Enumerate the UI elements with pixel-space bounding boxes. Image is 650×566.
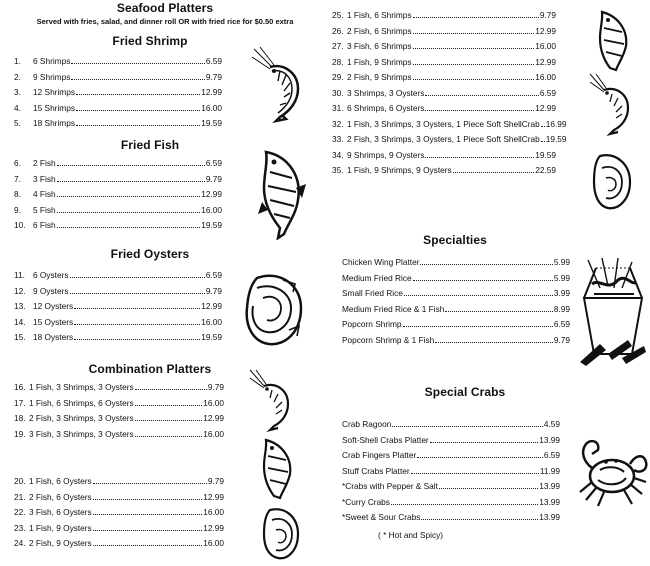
item-name: Crab Fingers Platter — [342, 450, 417, 460]
fried-shrimp-title: Fried Shrimp — [112, 34, 188, 48]
dot-leader — [135, 436, 203, 437]
takeout-box-icon — [578, 258, 648, 366]
dot-leader — [403, 326, 553, 327]
item-price: 19.59 — [201, 332, 222, 342]
shrimp-icon — [588, 72, 638, 138]
dot-leader — [93, 545, 203, 546]
seafood-platters-subtitle: Served with fries, salad, and dinner roll OR with fried rice for $0.50 extra — [36, 17, 294, 26]
item-number: 8. — [14, 189, 21, 199]
item-number: 34. — [332, 149, 344, 160]
menu-item — [14, 491, 224, 502]
item-number: 15. — [14, 332, 26, 342]
item-price: 9.79 — [539, 10, 556, 20]
dot-leader — [71, 79, 204, 80]
menu-item — [342, 334, 570, 345]
item-price: 13.99 — [539, 434, 560, 445]
item-name: 3 Fish, 6 Oysters — [29, 507, 92, 517]
menu-item — [342, 449, 560, 460]
item-price: 9.79 — [205, 71, 222, 82]
item-number: 27. — [332, 41, 344, 51]
crab-icon — [574, 434, 648, 508]
item-name: 6 Oysters — [33, 270, 69, 280]
item-number: 33. — [332, 134, 344, 144]
menu-item — [14, 331, 222, 342]
special-crabs-title: Special Crabs — [424, 385, 506, 399]
item-name: 2 Fish, 3 Shrimps, 3 Oysters — [29, 413, 134, 423]
item-price: 19.59 — [535, 149, 556, 160]
item-price: 19.59 — [545, 134, 567, 144]
menu-item — [14, 285, 222, 296]
item-name: 2 Fish, 6 Oysters — [29, 491, 92, 502]
dot-leader — [70, 293, 205, 294]
menu-item — [332, 40, 556, 51]
menu-item — [342, 303, 570, 314]
item-name: Chicken Wing Platter — [342, 257, 420, 267]
item-price: 16.00 — [203, 538, 224, 548]
menu-item — [332, 87, 556, 98]
item-name: Stuff Crabs Platter — [342, 465, 410, 476]
item-name: Popcorn Shrimp & 1 Fish — [342, 334, 435, 345]
menu-item — [14, 102, 222, 113]
item-number: 2. — [14, 71, 21, 82]
item-number: 22. — [14, 507, 26, 517]
dot-leader — [453, 172, 535, 173]
dot-leader — [425, 95, 538, 96]
item-number: 31. — [332, 103, 344, 113]
item-price: 9.79 — [207, 382, 224, 392]
dot-leader — [76, 125, 200, 126]
dot-leader — [404, 295, 553, 296]
menu-item — [342, 496, 560, 507]
item-number: 28. — [332, 56, 344, 67]
item-price: 12.99 — [203, 522, 224, 533]
dot-leader — [135, 389, 207, 390]
item-name: 2 Fish, 3 Shrimps, 3 Oysters, 1 Piece Soft ShellCrab — [347, 134, 540, 144]
item-name: 6 Fish — [33, 220, 56, 230]
dot-leader — [413, 64, 535, 65]
item-name: 9 Shrimps — [33, 71, 71, 82]
dot-leader — [74, 324, 200, 325]
item-name: Crab Ragoon — [342, 419, 392, 429]
item-name: 4 Fish — [33, 189, 56, 199]
item-number: 12. — [14, 285, 26, 296]
menu-item — [342, 287, 570, 298]
dot-leader — [413, 33, 535, 34]
dot-leader — [70, 277, 205, 278]
dot-leader — [74, 339, 200, 340]
item-name: 18 Oysters — [33, 332, 74, 342]
item-name: Popcorn Shrimp — [342, 319, 402, 329]
item-name: 1 Fish, 9 Shrimps, 9 Oysters — [347, 165, 452, 175]
item-name: 3 Fish, 6 Shrimps — [347, 41, 412, 51]
item-price: 16.00 — [201, 204, 222, 215]
dot-leader — [392, 426, 542, 427]
item-number: 20. — [14, 476, 26, 486]
item-number: 1. — [14, 56, 21, 66]
menu-item — [14, 316, 222, 327]
item-number: 10. — [14, 220, 26, 230]
item-name: 9 Oysters — [33, 285, 69, 296]
item-price: 22.59 — [535, 165, 556, 175]
dot-leader — [445, 311, 552, 312]
dot-leader — [425, 157, 534, 158]
fried-oysters-title: Fried Oysters — [110, 247, 190, 261]
item-price: 6.59 — [539, 87, 556, 98]
item-number: 16. — [14, 382, 26, 392]
item-number: 29. — [332, 72, 344, 82]
menu-item — [14, 55, 222, 66]
menu-item — [342, 480, 560, 491]
item-price: 13.99 — [539, 496, 560, 507]
menu-item — [332, 71, 556, 82]
item-name: *Crabs with Pepper & Salt — [342, 481, 438, 491]
item-name: 1 Fish, 6 Oysters — [29, 476, 92, 486]
item-name: 15 Oysters — [33, 316, 74, 327]
item-name: 12 Shrimps — [33, 87, 75, 97]
item-name: 2 Fish, 6 Shrimps — [347, 25, 412, 36]
item-name: 3 Fish — [33, 173, 56, 184]
dot-leader — [439, 488, 538, 489]
item-name: *Sweet & Sour Crabs — [342, 512, 421, 522]
menu-item — [14, 157, 222, 168]
oyster-icon — [262, 506, 300, 562]
item-price: 12.99 — [203, 413, 224, 423]
fried-fish-title: Fried Fish — [120, 138, 180, 152]
item-price: 12.99 — [201, 189, 222, 199]
menu-item — [342, 465, 560, 476]
item-name: 1 Fish, 9 Oysters — [29, 522, 92, 533]
dot-leader — [135, 405, 203, 406]
item-price: 16.00 — [203, 507, 224, 517]
shrimp-icon — [248, 368, 300, 432]
item-price: 8.99 — [553, 303, 570, 314]
item-name: Small Fried Rice — [342, 288, 403, 298]
menu-item — [14, 506, 224, 517]
dot-leader — [413, 17, 539, 18]
item-price: 11.99 — [539, 465, 560, 476]
menu-item — [14, 204, 222, 215]
menu-item — [14, 86, 222, 97]
dot-leader — [76, 94, 200, 95]
dot-leader — [93, 499, 203, 500]
dot-leader — [391, 504, 538, 505]
dot-leader — [57, 227, 201, 228]
item-price: 6.59 — [543, 450, 560, 460]
menu-item — [342, 511, 560, 522]
menu-item — [14, 397, 224, 408]
item-name: 2 Fish, 9 Shrimps — [347, 72, 412, 82]
item-name: 5 Fish — [33, 204, 56, 215]
item-number: 21. — [14, 491, 26, 502]
item-name: 12 Oysters — [33, 301, 74, 311]
item-price: 12.99 — [535, 25, 556, 36]
dot-leader — [430, 442, 539, 443]
dot-leader — [93, 514, 203, 515]
oyster-icon — [243, 270, 305, 348]
item-name: 1 Fish, 6 Shrimps, 6 Oysters — [29, 397, 134, 408]
item-price: 5.99 — [553, 257, 570, 267]
item-price: 12.99 — [201, 301, 222, 311]
menu-item — [332, 164, 556, 175]
item-price: 19.59 — [201, 220, 222, 230]
menu-item — [14, 173, 222, 184]
item-price: 9.79 — [205, 285, 222, 296]
dot-leader — [71, 63, 204, 64]
item-number: 17. — [14, 397, 26, 408]
menu-item — [14, 71, 222, 82]
dot-leader — [93, 483, 207, 484]
item-number: 23. — [14, 522, 26, 533]
dot-leader — [425, 110, 534, 111]
item-number: 7. — [14, 173, 21, 184]
item-number: 24. — [14, 538, 26, 548]
item-number: 25. — [332, 10, 344, 20]
menu-item — [14, 428, 224, 439]
dot-leader — [76, 110, 200, 111]
item-name: 15 Shrimps — [33, 102, 75, 113]
menu-item — [14, 300, 222, 311]
item-number: 9. — [14, 204, 21, 215]
item-name: 6 Shrimps, 6 Oysters — [347, 103, 425, 113]
item-price: 13.99 — [539, 481, 560, 491]
item-price: 19.59 — [201, 118, 222, 128]
dot-leader — [541, 141, 545, 142]
item-price: 6.59 — [205, 270, 222, 280]
menu-item — [332, 25, 556, 36]
dot-leader — [93, 530, 203, 531]
item-name: 1 Fish, 6 Shrimps — [347, 10, 412, 20]
menu-item — [14, 117, 222, 128]
item-number: 4. — [14, 102, 21, 113]
item-name: Medium Fried Rice — [342, 272, 412, 283]
menu-item — [14, 188, 222, 199]
menu-item — [14, 522, 224, 533]
fish-icon — [596, 10, 630, 72]
item-number: 19. — [14, 428, 26, 439]
item-price: 5.99 — [553, 272, 570, 283]
menu-item — [332, 9, 556, 20]
dot-leader — [57, 196, 201, 197]
menu-item — [14, 219, 222, 230]
dot-leader — [413, 79, 535, 80]
menu-item — [14, 475, 224, 486]
item-price: 6.59 — [205, 158, 222, 168]
item-price: 3.99 — [553, 288, 570, 298]
item-number: 14. — [14, 316, 26, 327]
menu-item — [14, 537, 224, 548]
shrimp-icon — [250, 45, 312, 123]
item-price: 16.00 — [535, 72, 556, 82]
item-price: 16.00 — [201, 102, 222, 113]
fish-icon — [258, 148, 308, 240]
item-price: 12.99 — [203, 491, 224, 502]
menu-item — [14, 381, 224, 392]
item-name: 3 Shrimps, 3 Oysters — [347, 87, 425, 98]
dot-leader — [417, 457, 543, 458]
menu-item — [342, 256, 570, 267]
combination-platters-title: Combination Platters — [88, 362, 212, 376]
item-price: 12.99 — [535, 56, 556, 67]
dot-leader — [57, 165, 205, 166]
dot-leader — [74, 308, 200, 309]
item-price: 4.59 — [543, 419, 560, 429]
item-price: 9.79 — [205, 173, 222, 184]
item-name: Medium Fried Rice & 1 Fish — [342, 303, 445, 314]
item-name: 1 Fish, 9 Shrimps — [347, 56, 412, 67]
item-number: 32. — [332, 118, 344, 129]
dot-leader — [413, 280, 553, 281]
item-number: 26. — [332, 25, 344, 36]
menu-item — [332, 149, 556, 160]
item-price: 16.99 — [545, 118, 567, 129]
item-number: 30. — [332, 87, 344, 98]
item-name: 9 Shrimps, 9 Oysters — [347, 149, 425, 160]
item-number: 13. — [14, 301, 26, 311]
menu-item — [332, 118, 567, 129]
item-price: 16.00 — [535, 41, 556, 51]
item-price: 6.59 — [205, 56, 222, 66]
item-price: 12.99 — [201, 87, 222, 97]
dot-leader — [413, 48, 535, 49]
item-name: 1 Fish, 3 Shrimps, 3 Oysters — [29, 382, 134, 392]
seafood-platters-title: Seafood Platters — [116, 1, 214, 15]
dot-leader — [420, 264, 552, 265]
item-name: 6 Shrimps — [33, 56, 71, 66]
item-number: 3. — [14, 87, 21, 97]
item-price: 6.59 — [553, 319, 570, 329]
item-name: 18 Shrimps — [33, 118, 75, 128]
dot-leader — [411, 473, 539, 474]
item-price: 12.99 — [535, 103, 556, 113]
item-number: 35. — [332, 165, 344, 175]
menu-item — [332, 102, 556, 113]
menu-item — [332, 133, 567, 144]
menu-item — [332, 56, 556, 67]
oyster-icon — [592, 152, 632, 212]
item-price: 9.79 — [553, 334, 570, 345]
item-number: 6. — [14, 158, 21, 168]
dot-leader — [135, 420, 203, 421]
menu-item — [14, 269, 222, 280]
item-name: 3 Fish, 3 Shrimps, 3 Oysters — [29, 428, 134, 439]
item-number: 5. — [14, 118, 21, 128]
item-number: 11. — [14, 270, 25, 280]
menu-item — [342, 434, 560, 445]
item-price: 9.79 — [207, 476, 224, 486]
hot-spicy-note: ( * Hot and Spicy) — [378, 530, 444, 540]
dot-leader — [57, 181, 205, 182]
dot-leader — [57, 212, 201, 213]
item-price: 16.00 — [203, 397, 224, 408]
item-price: 13.99 — [539, 512, 560, 522]
dot-leader — [541, 126, 545, 127]
item-name: 2 Fish — [33, 158, 56, 168]
fish-icon — [260, 438, 296, 500]
item-price: 16.00 — [203, 428, 224, 439]
specialties-title: Specialties — [423, 233, 487, 247]
menu-item — [342, 418, 560, 429]
item-name: 1 Fish, 3 Shrimps, 3 Oysters, 1 Piece Soft ShellCrab — [347, 118, 540, 129]
dot-leader — [435, 342, 553, 343]
menu-item — [342, 272, 570, 283]
menu-item — [342, 318, 570, 329]
item-name: Soft-Shell Crabs Platter — [342, 434, 429, 445]
item-number: 18. — [14, 413, 26, 423]
menu-item — [14, 412, 224, 423]
item-price: 16.00 — [201, 316, 222, 327]
item-name: 2 Fish, 9 Oysters — [29, 538, 92, 548]
item-name: *Curry Crabs — [342, 496, 390, 507]
dot-leader — [421, 519, 538, 520]
